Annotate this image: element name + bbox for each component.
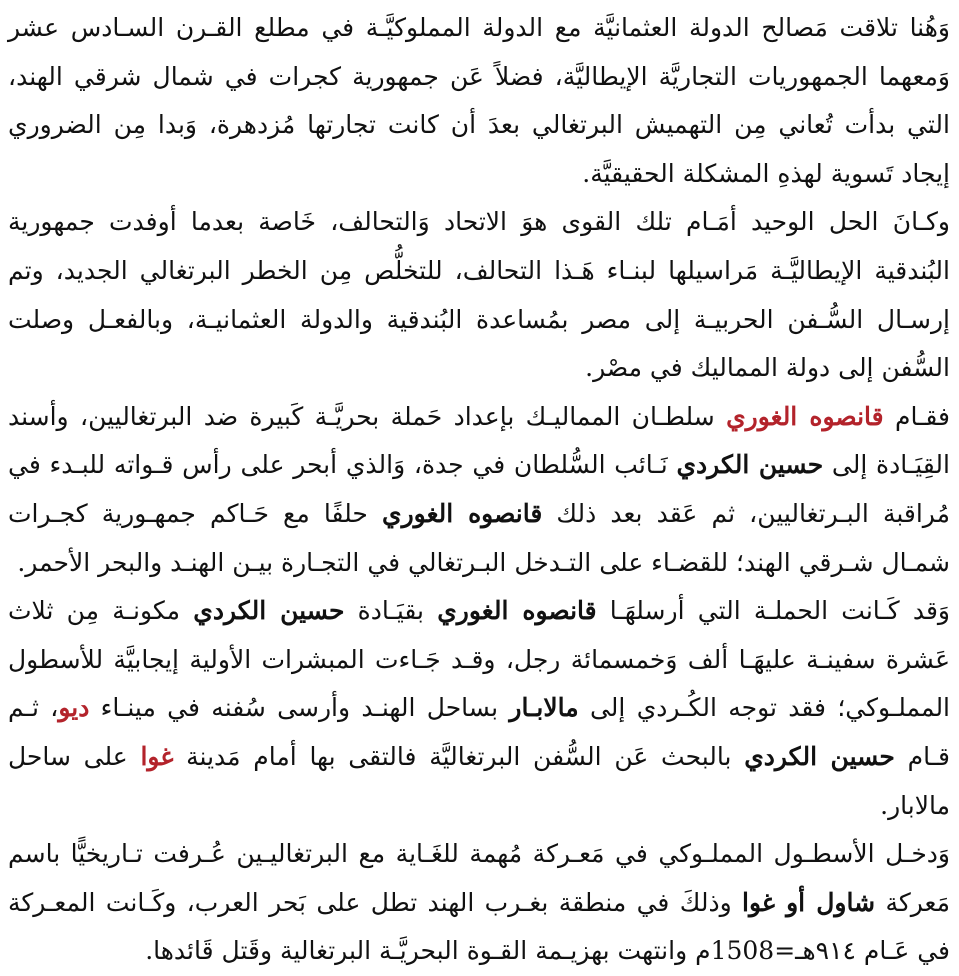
paragraph-text: بساحل الهنـد وأرسى سُفنه في مينـاء [89,693,510,723]
highlight-battle-bold: شاول أو غوا [742,887,876,917]
paragraph-text: على ساحل مالابار. [8,741,950,820]
paragraph-text: فقـام [883,401,950,431]
paragraph-text: وَهُنا تلاقت مَصالح الدولة العثمانيَّة مع الدولة المملوكيَّـة في مطلع القـرن السـادس عشر وَمعهما الجمهوريات التجاريَّة الإيطاليَّة، فضلاً عَن جمهورية كجرات في شمال شرقي الهند، التي بدأت تُعاني مِن التهميش البرتغالي بعدَ أن كانت تجارتها مُزدهرة، وَبدا مِن الضروري إيجاد تَسوية لهذهِ المشكلة الحقيقيَّة. [8,13,950,188]
highlight-place-bold: مالابـار [509,693,579,723]
highlight-place-red: غوا [140,741,174,771]
paragraph-text: بالبحث عَن السُّفن البرتغاليَّة فالتقى بها أمام مَدينة [173,741,745,771]
paragraph-text: وَقد كَـانت الحملـة التي أرسلهَـا [596,596,950,626]
highlight-name-red: قانصوه الغوري [726,401,884,431]
paragraph-5 [8,830,950,976]
paragraph-2 [8,198,950,392]
paragraph-text: سلطـان المماليـك بإعداد حَملة بحريَّـة كَبيرة ضد البرتغاليين، وأسند القِيَـادة إلى [8,401,950,480]
paragraph-text: حلفًا مع حَـاكم جمهـورية كجـرات شمـال شـرقي الهند؛ للقضـاء على التـدخل البـرتغالي في التجـارة بيـن الهنـد والبحر الأحمر. [8,498,950,577]
paragraph-text: مكونـة مِن ثلاث عَشرة سفينـة عليهَـا ألف وَخمسمائة رجل، وقـد جَـاءت المبشرات الأولية إيجابيَّة للأسطول المملـوكي؛ فقد توجه الكُـردي إلى [8,596,951,723]
paragraph-1 [8,4,950,198]
highlight-place-red: ديو [58,693,90,723]
paragraph-text: نَـائب السُّلطان في جدة، وَالذي أبحر على رأس قـواته للبـدء في مُراقبة البـرتغاليين، ثم عَقد بعد ذلك [8,450,950,528]
paragraph-text: وكـانَ الحل الوحيد أمَـام تلك القوى هوَ الاتحاد وَالتحالف، خَاصة بعدما أوفدت جمهورية البُندقية الإيطاليَّـة مَراسيلها لبنـاء هَـذا التحالف، للتخلُّص مِن الخطر البرتغالي الجديد، وتم إرسـال السُّـفن الحربيـة إلى مصر بمُساعدة البُندقية والدولة العثمانيـة، وبالفعـل وصلت السُّفن إلى دولة المماليك في مصْر. [8,207,950,383]
highlight-name-bold: حسين الكردي [744,741,895,771]
highlight-name-bold: قانصوه الغوري [437,596,597,626]
highlight-name-bold: حسين الكردي [193,596,345,626]
paragraph-text: وذلكَ في منطقة بغـرب الهند تطل على بَحر العرب، وكَـانت المعـركة في عَـام ٩١٤هـ=1508م وانتهت بهزيـمة القـوة البحريَّـة البرتغالية وقَتل قَائدها. [8,887,950,966]
paragraph-4 [8,587,950,830]
paragraph-3 [8,393,950,587]
highlight-name-bold: قانصوه الغوري [382,498,543,528]
highlight-name-bold: حسين الكردي [676,450,824,480]
paragraph-text: وَدخـل الأسطـول المملـوكي في مَعـركة مُهمة للغَـاية مع البرتغاليـين عُـرفت تـاريخيًّا باسم مَعركة [8,839,950,917]
paragraph-text: ، ثـم قـام [8,693,950,771]
paragraph-text: بقيَـادة [344,596,438,626]
